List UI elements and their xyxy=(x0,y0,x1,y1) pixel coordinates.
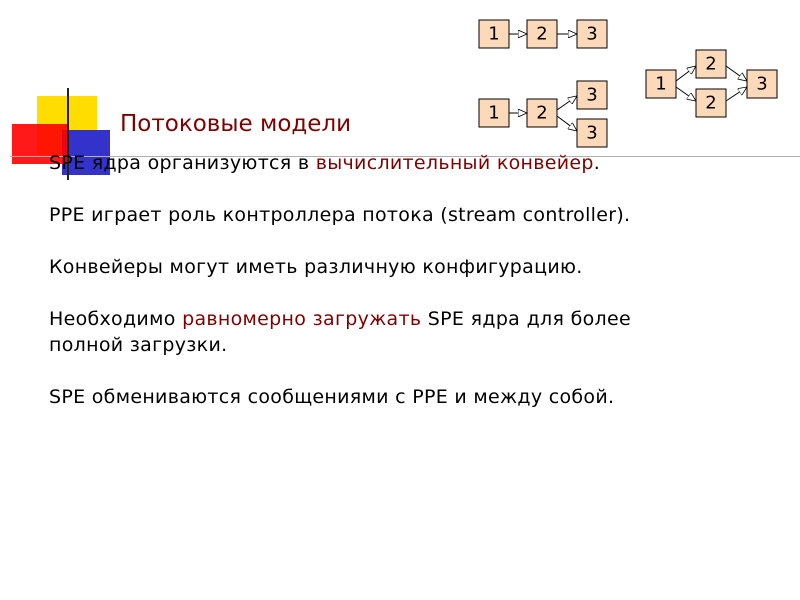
split-pipeline xyxy=(479,81,607,147)
split-node-1 xyxy=(479,99,509,127)
svg-text:1: 1 xyxy=(488,23,500,45)
svg-text:2: 2 xyxy=(536,102,548,124)
svg-text:3: 3 xyxy=(586,23,598,45)
merge-node-2b xyxy=(696,89,726,117)
split-node-3a xyxy=(577,81,607,109)
split-node-2 xyxy=(527,99,557,127)
merge-node-3 xyxy=(747,70,777,98)
merge-pipeline xyxy=(646,50,777,117)
page-title: Потоковые модели xyxy=(120,111,352,137)
svg-text:2: 2 xyxy=(705,92,717,114)
body-paragraph xyxy=(49,254,631,280)
svg-text:2: 2 xyxy=(536,23,548,45)
highlighted-text: вычислительный конвейер xyxy=(315,152,594,174)
split-node-3b xyxy=(577,119,607,147)
svg-text:3: 3 xyxy=(586,122,598,144)
svg-text:3: 3 xyxy=(756,73,768,95)
paragraph-text: PPE играет роль контроллера потока (stream controller). xyxy=(49,204,631,226)
merge-arrow-down-in xyxy=(676,87,696,101)
linear-node-1 xyxy=(479,20,509,48)
paragraph-text: Необходимо xyxy=(49,308,183,330)
paragraph-text: Конвейеры могут иметь различную конфигурацию. xyxy=(49,256,583,278)
linear-node-3 xyxy=(577,20,607,48)
paragraph-text: SPE обмениваются сообщениями с PPE и между собой. xyxy=(49,386,615,408)
body-paragraph xyxy=(49,306,631,358)
merge-arrow-up-in xyxy=(676,66,696,81)
svg-text:2: 2 xyxy=(705,53,717,75)
highlighted-text: равномерно загружать xyxy=(182,308,422,330)
split-arrow-up xyxy=(557,96,577,110)
merge-node-1 xyxy=(646,70,676,98)
body-paragraph xyxy=(49,384,631,410)
split-arrow-down xyxy=(557,116,577,131)
merge-arrow-down-out xyxy=(726,87,747,101)
svg-text:3: 3 xyxy=(586,84,598,106)
paragraph-text: SPE ядра для более полной загрузки. xyxy=(49,308,631,356)
paragraph-text: SPE ядра организуются в xyxy=(49,152,316,174)
svg-text:1: 1 xyxy=(488,102,500,124)
linear-node-2 xyxy=(527,20,557,48)
pipeline-diagrams xyxy=(0,0,800,170)
linear-pipeline xyxy=(479,20,607,48)
svg-text:1: 1 xyxy=(655,73,667,95)
paragraph-text: . xyxy=(593,152,601,174)
merge-node-2a xyxy=(696,50,726,78)
body-paragraph xyxy=(49,202,631,228)
merge-arrow-up-out xyxy=(726,66,747,81)
slide-body xyxy=(49,150,631,436)
